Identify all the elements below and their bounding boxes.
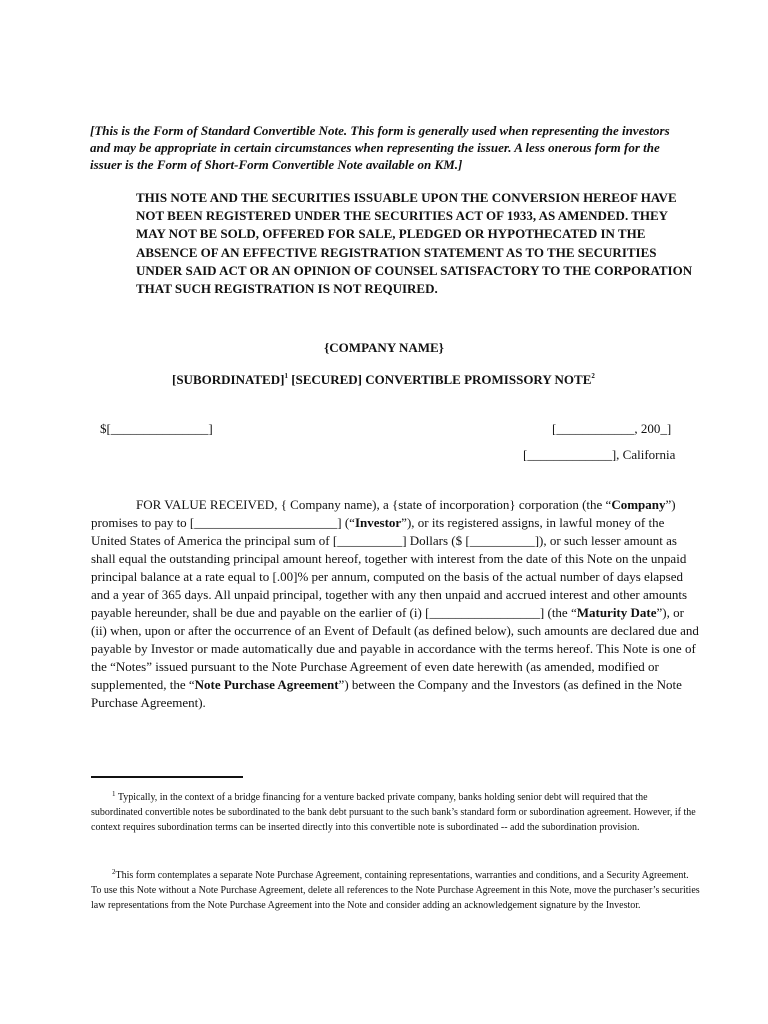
footnote-2-marker: 2: [112, 868, 116, 876]
securities-legend: THIS NOTE AND THE SECURITIES ISSUABLE UPON THE CONVERSION HEREOF HAVE NOT BEEN REGISTERED UNDER THE SECURITIES ACT OF 1933, AS AMENDED. THEY MAY NOT BE SOLD, OFFERED FOR SALE, PLEDGED OR HYPOTHECATED IN THE ABSENCE OF AN EFFECTIVE REGISTRATION STATEMENT AS TO THE SECURITIES UNDER SAID ACT OR AN OPINION OF COUNSEL SATISFACTORY TO THE CORPORATION THAT SUCH REGISTRATION IS NOT REQUIRED.: [136, 190, 693, 297]
note-title-subordinated: [SUBORDINATED]: [172, 372, 285, 387]
note-title: [172, 372, 595, 388]
footnote-1-text: Typically, in the context of a bridge financing for a venture backed private company, banks holding senior debt will required that the subordinated convertible notes be subordinated to the bank debt pursuant to the such bank’s standard form or subordination agreement. However, if the context requires subordination terms can be inserted directly into this convertible note is subordinated -- add the subordination provision.: [91, 792, 696, 833]
date-blank: [____________, 200_]: [552, 421, 672, 436]
defined-term-company: Company: [611, 497, 666, 512]
note-title-main: [SECURED] CONVERTIBLE PROMISSORY NOTE: [287, 372, 592, 387]
drafting-note: [This is the Form of Standard Convertible Note. This form is generally used when representing the investors and may be appropriate in certain circumstances when representing the issuer. A less onerous form for the issuer is the Form of Short-Form Convertible Note available on KM.]: [90, 123, 670, 172]
footnote-2-text: This form contemplates a separate Note Purchase Agreement, containing representations, warranties and conditions, and a Security Agreement. To use this Note without a Note Purchase Agreement, delete all references to the Note Purchase Agreement in this Note, move the purchaser’s securities law representations from the Note Purchase Agreement into the Note and consider adding an acknowledgement signature by the Investor.: [91, 870, 700, 911]
footnote-ref-2[interactable]: 2: [591, 372, 595, 380]
footnote-2: [91, 868, 701, 913]
body-text-1: FOR VALUE RECEIVED, { Company name), a {state of incorporation} corporation (the “: [136, 497, 612, 512]
defined-term-investor: Investor: [354, 515, 402, 530]
defined-term-note-purchase-agreement: Note Purchase Agreement: [194, 677, 339, 692]
footnote-separator: [91, 776, 243, 778]
body-text-4: ”), or (ii) when, upon or after the occurrence of an Event of Default (as defined below), such amounts are declared due and payable by Investor or made automatically due and payable in accordance with the terms hereof. This Note is one of the “Notes” issued pursuant to the Note Purchase Agreement of even date herewith (as amended, modified or supplemented, the “: [91, 605, 699, 692]
company-name-heading: {COMPANY NAME}: [324, 340, 444, 355]
body-paragraph: [91, 496, 701, 712]
footnote-1: [91, 790, 701, 835]
footnote-ref-1[interactable]: 1: [284, 372, 288, 380]
body-text-2: ”) promises to pay to [______________________] (“: [91, 497, 676, 530]
footnote-1-marker: 1: [112, 790, 116, 798]
defined-term-maturity-date: Maturity Date: [576, 605, 657, 620]
place-blank: [_____________], California: [523, 447, 676, 462]
body-text-5: ”) between the Company and the Investors (as defined in the Note Purchase Agreement).: [91, 677, 682, 710]
body-text-3: ”), or its registered assigns, in lawful money of the United States of America the principal sum of [__________] Dollars ($ [__________]), or such lesser amount as shall equal the outstanding principal amount hereof, together with interest from the date of this Note on the unpaid principal balance at a rate equal to [.00]% per annum, computed on the basis of the actual number of days elapsed and a year of 365 days. All unpaid principal, together with any then unpaid and accrued interest and other amounts payable hereunder, shall be due and payable on the earlier of (i) [_________________] (the “: [91, 515, 688, 620]
principal-amount-blank: $[_______________]: [100, 421, 213, 436]
